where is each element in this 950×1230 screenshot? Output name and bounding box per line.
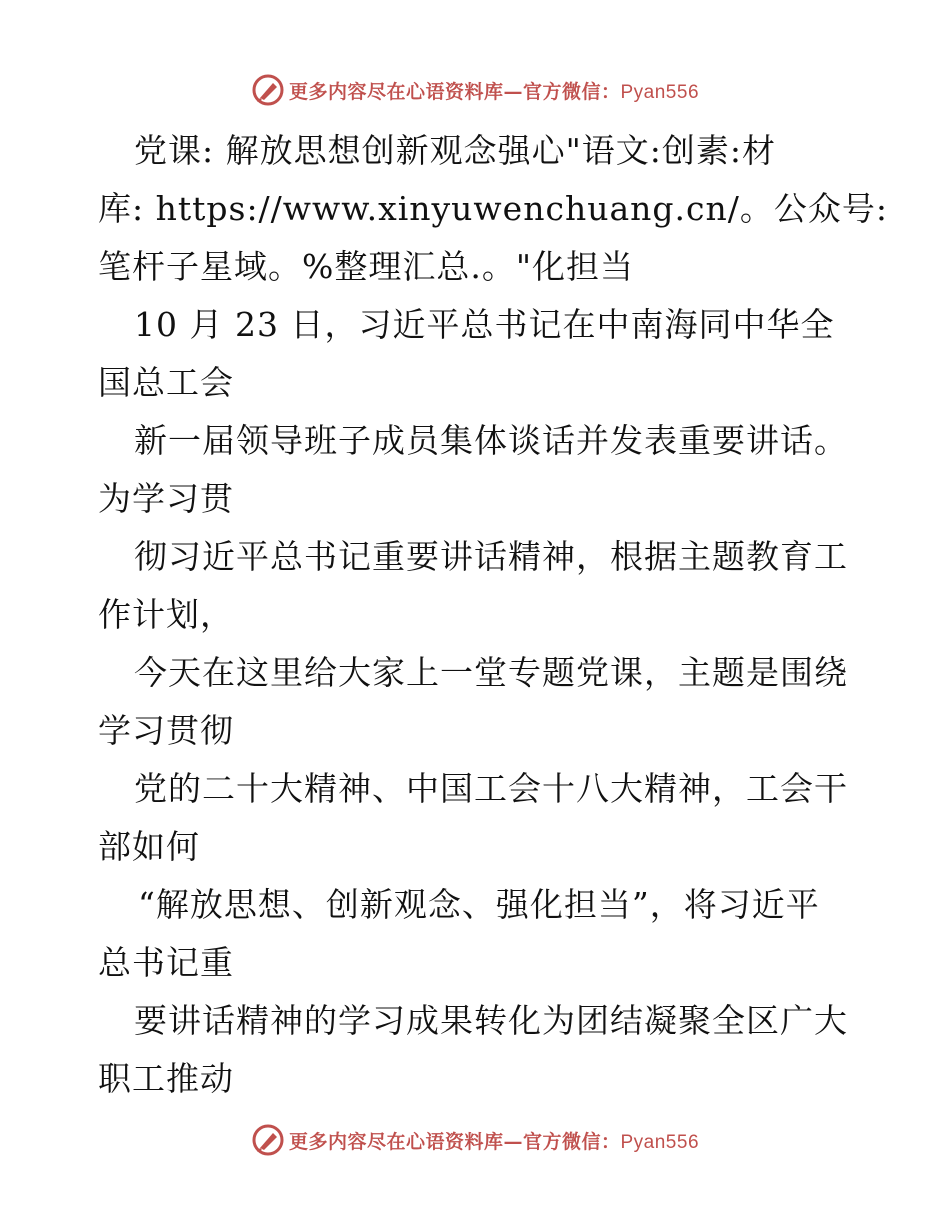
body-line: 学习贯彻 (98, 711, 234, 750)
body-line: 党课: 解放思想创新观念强心"语文:创素:材 (134, 131, 777, 170)
body-line: 新一届领导班子成员集体谈话并发表重要讲话。 (134, 421, 848, 460)
banner-text (289, 77, 699, 104)
header-watermark-banner (0, 70, 950, 110)
banner-label: 更多内容尽在心语资料库—官方微信： (288, 80, 621, 103)
body-line: 党的二十大精神、中国工会十八大精神，工会干 (134, 769, 848, 808)
body-line: 10 月 23 日，习近平总书记在中南海同中华全 (134, 305, 835, 344)
banner-text (289, 1127, 699, 1154)
body-line: 笔杆子星域。%整理汇总.。"化担当 (98, 247, 635, 286)
body-line: 今天在这里给大家上一堂专题党课，主题是围绕 (134, 653, 848, 692)
body-line: 要讲话精神的学习成果转化为团结凝聚全区广大 (134, 1001, 848, 1040)
body-line: 国总工会 (98, 363, 234, 402)
banner-wechat-id: Pyan556 (620, 81, 700, 103)
body-line: 为学习贯 (98, 479, 234, 518)
footer-watermark-banner (0, 1120, 950, 1160)
body-line: “解放思想、创新观念、强化担当”，将习近平 (138, 885, 820, 924)
document-body (98, 122, 888, 1108)
body-line: 彻习近平总书记重要讲话精神，根据主题教育工 (134, 537, 848, 576)
body-line: 部如何 (98, 827, 200, 866)
body-line: 职工推动 (98, 1059, 234, 1098)
body-line: 库: https://www.xinyuwenchuang.cn/。公众号: (98, 189, 888, 228)
fountain-pen-logo-icon (251, 1123, 285, 1157)
banner-wechat-id: Pyan556 (620, 1131, 700, 1153)
fountain-pen-logo-icon (251, 73, 285, 107)
banner-label: 更多内容尽在心语资料库—官方微信： (288, 1130, 621, 1153)
body-line: 作计划， (98, 595, 234, 634)
body-line: 总书记重 (98, 943, 234, 982)
